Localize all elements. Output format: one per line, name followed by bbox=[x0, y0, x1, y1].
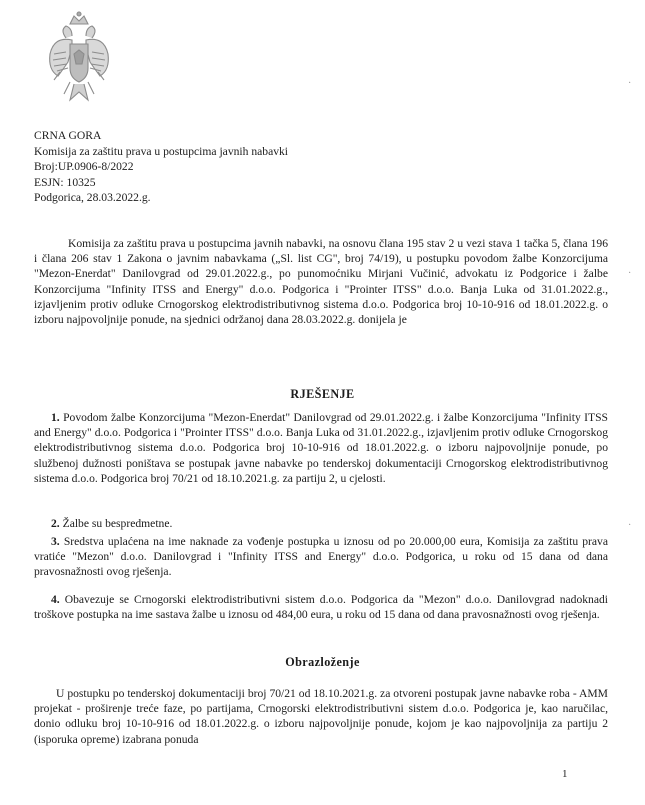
scan-mark: · bbox=[628, 520, 632, 531]
header-country: CRNA GORA bbox=[34, 129, 102, 142]
header-institution: Komisija za zaštitu prava u postupcima javnih nabavki bbox=[34, 144, 289, 158]
item-number: 2. bbox=[51, 517, 60, 530]
scan-mark: · bbox=[628, 78, 632, 89]
reasoning-title: Obrazloženje bbox=[285, 655, 360, 669]
header-esjn: ESJN: 10325 bbox=[34, 175, 96, 189]
intro-paragraph: Komisija za zaštitu prava u postupcima javnih nabavki, na osnovu člana 195 stav 2 u vezi stava 1 tačka 5, člana 196 i člana 206 stav 1 Zakona o javnim nabavkama („Sl. list CG", broj 74/19), u postupku povodom žalbe Konzorcijuma "Mezon-Enerdat" Danilovgrad od 29.01.2022.g., po punomoćniku Mirjani Vučinić, advokatu iz Podgorice i žalbe Konzorcijuma "Infinity ITSS and Energy" d.o.o. Podgorica i "Prointer ITSS" d.o.o. Banja Luka od 31.01.2022.g., izjavljenim protiv odluke Crnogorskog elektrodistributivnog sistema d.o.o. Podgorica broj 10-10-916 od 18.01.2022.g. o izboru najpovoljnije ponude, na sjednici održanoj dana 28.03.2022.g. donijela je bbox=[34, 237, 608, 327]
header-place-date: Podgorica, 28.03.2022.g. bbox=[34, 191, 151, 204]
scan-mark: · bbox=[628, 268, 632, 279]
montenegro-coat-of-arms-icon bbox=[46, 10, 112, 110]
item-text: Povodom žalbe Konzorcijuma "Mezon-Enerdat" Danilovgrad od 29.01.2022.g. i žalbe Konzorcijuma "Infinity ITSS and Energy" d.o.o. Podgorica i "Prointer ITSS" d.o.o. Banja Luka od 31.01.2022.g., izjavljenim protiv odluke Crnogorskog elektrodistributivnog sistema d.o.o. Podgorica broj 10-10-916 od 18.01.2022.g. o izboru najpovoljnije ponude, po službenoj dužnosti poništava se postupak javne nabavke po tenderskoj dokumentaciji Crnogorskog elektrodistributivnog sistema d.o.o. Podgorica broj 70/21 od 18.10.2021.g. za partiju 2, u cjelosti. bbox=[34, 411, 608, 485]
document-header bbox=[34, 128, 334, 206]
decision-item-2 bbox=[34, 516, 608, 531]
item-number: 3. bbox=[51, 535, 60, 548]
item-number: 1. bbox=[51, 411, 60, 424]
page-number: 1 bbox=[562, 768, 568, 780]
reasoning-paragraph: U postupku po tenderskoj dokumentaciji broj 70/21 od 18.10.2021.g. za otvoreni postupak javne nabavke roba - AMM projekat - proširenje treće faze, po partijama, Crnogorski elektrodistributivni sistem d.o.o. Podgorica je, kao naručilac, donio odluku broj 10-10-916 od 18.01.2022.g. o izboru najpovoljnije ponude, kojom je kao najpovoljnija za partiju 2 (isporuka opreme) izabrana ponuda bbox=[34, 687, 608, 746]
item-text: Sredstva uplaćena na ime naknade za vođenje postupka u iznosu od po 20.000,00 eura, Komisija za zaštitu prava vratiće "Mezon" d.o.o. Danilovgrad i "Infinity ITSS and Energy" d.o.o. Podgorica, u roku od 15 dana od dana pravosnažnosti ovog rješenja. bbox=[34, 535, 608, 579]
item-text: Obavezuje se Crnogorski elektrodistributivni sistem d.o.o. Podgorica da "Mezon" d.o.o. Danilovgrad nadoknadi troškove postupka na ime sastava žalbe u iznosu od 484,00 eura, u roku od 15 dana od dana pravosnažnosti ovog rješenja. bbox=[34, 593, 608, 622]
item-text: Žalbe su bespredmetne. bbox=[62, 517, 173, 530]
header-case-number: Broj:UP.0906-8/2022 bbox=[34, 160, 134, 173]
decision-title: RJEŠENJE bbox=[290, 387, 355, 401]
decision-item-3 bbox=[34, 534, 608, 580]
item-number: 4. bbox=[51, 593, 60, 606]
decision-item-4 bbox=[34, 592, 608, 622]
decision-item-1 bbox=[34, 410, 608, 486]
